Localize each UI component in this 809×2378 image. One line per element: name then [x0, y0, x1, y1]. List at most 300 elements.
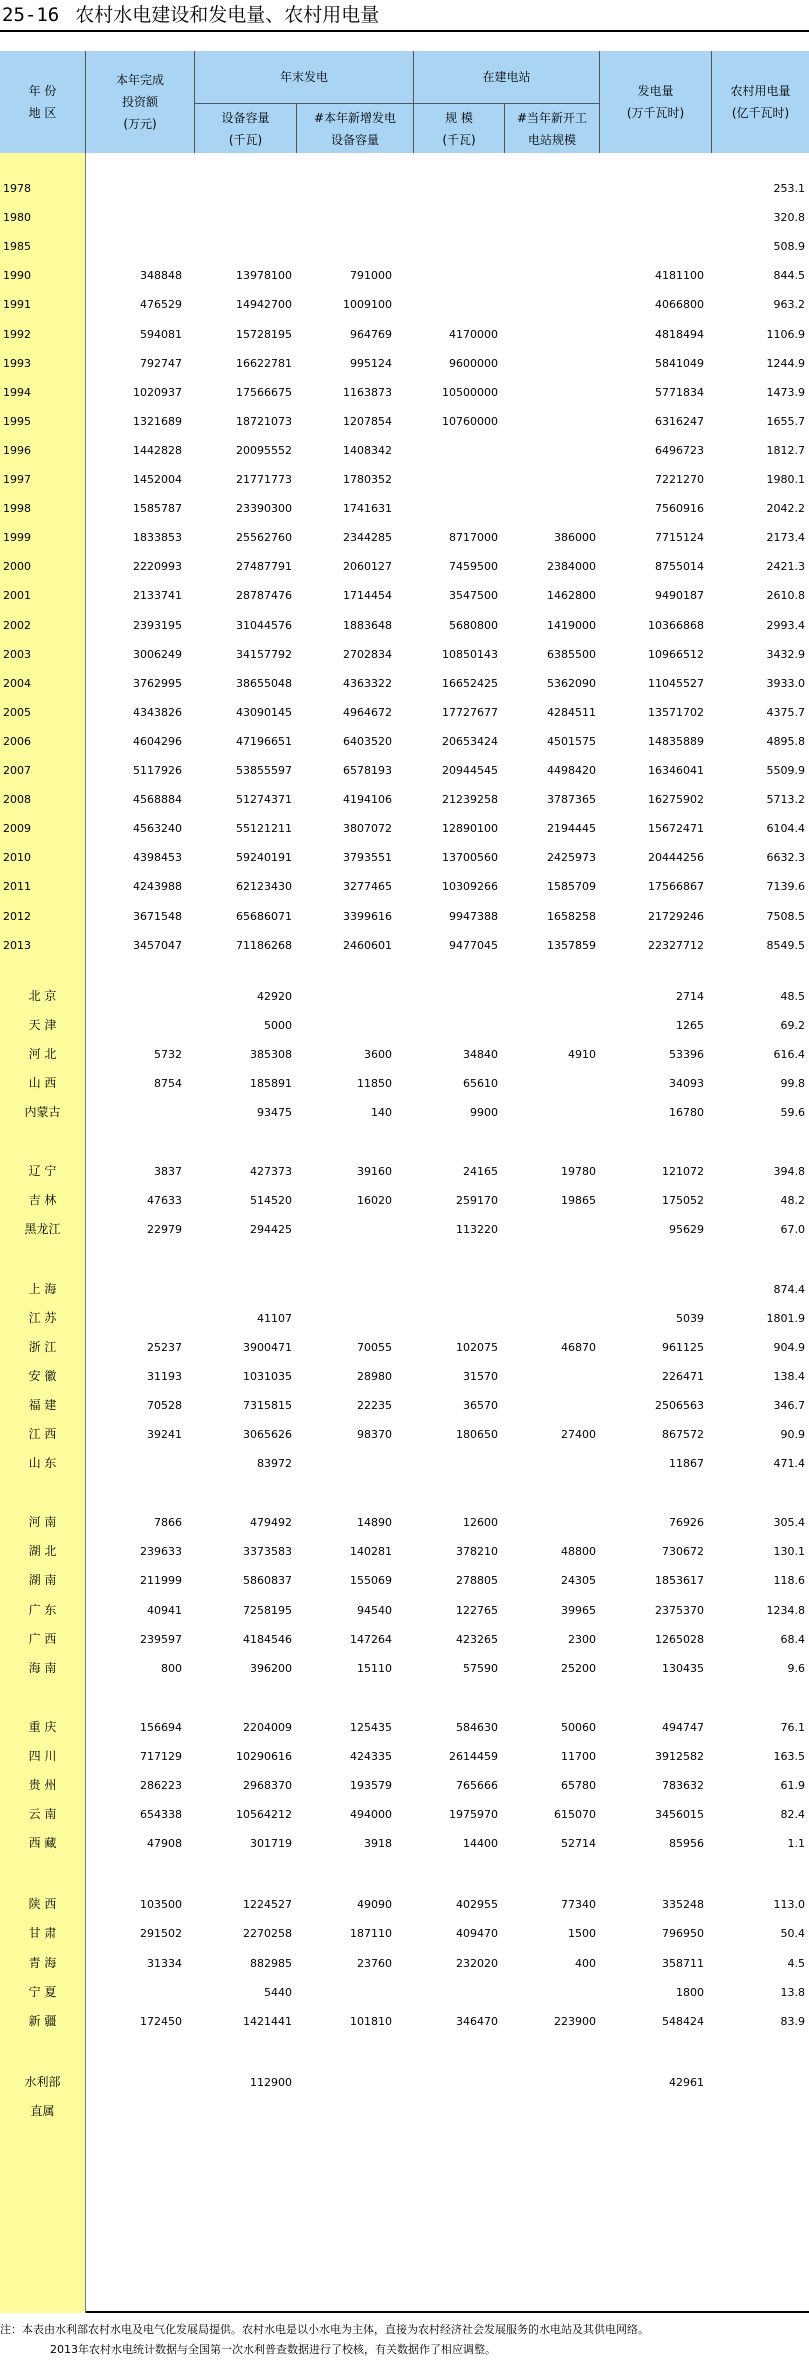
table-cell: 4284511 [547, 705, 596, 719]
row-label: 2013 [3, 938, 31, 952]
table-cell: 730672 [662, 1545, 704, 1559]
table-row [0, 2097, 809, 2126]
footnote [0, 2320, 809, 2360]
row-label: 1985 [3, 240, 31, 254]
table-cell: 53855597 [236, 764, 292, 777]
table-cell: 10290616 [236, 1749, 292, 1763]
table-cell: 301719 [250, 1837, 292, 1851]
header-investment-l1: 本年完成 [115, 73, 164, 87]
table-cell: 335248 [662, 1898, 704, 1912]
table-cell: 1020937 [133, 385, 182, 399]
table-cell: 348848 [140, 269, 182, 283]
table-row [0, 611, 809, 640]
row-label: 天 津 [28, 1017, 57, 1032]
table-cell: 71186268 [236, 938, 292, 952]
row-label: 2005 [3, 705, 31, 719]
table-cell: 4243988 [133, 880, 182, 894]
table-cell: 62123430 [236, 880, 292, 894]
table-cell: 85956 [669, 1837, 704, 1851]
table-cell: 2042.2 [766, 502, 805, 516]
table-cell: 6632.3 [766, 851, 805, 865]
table-cell: 83972 [257, 1457, 292, 1471]
row-label: 2011 [3, 880, 31, 894]
table-cell: 5841049 [655, 356, 704, 370]
table-cell: 2060127 [343, 560, 392, 574]
table-row [0, 203, 809, 232]
table-cell: 514520 [250, 1194, 292, 1208]
table-cell: 3456015 [655, 1808, 704, 1822]
table-row [0, 1333, 809, 1362]
table-cell: 22235 [357, 1398, 392, 1412]
table-cell: 4181100 [655, 269, 704, 283]
table-cell: 1500 [568, 1927, 596, 1941]
table-cell: 4170000 [449, 327, 498, 341]
table-cell: 24165 [463, 1165, 498, 1179]
table-cell: 65780 [561, 1779, 596, 1792]
table-cell: 113220 [456, 1223, 498, 1237]
row-label: 2007 [3, 764, 31, 777]
table-cell: 156694 [140, 1720, 182, 1734]
table-cell: 424335 [350, 1749, 392, 1763]
table-cell: 3900471 [243, 1340, 292, 1354]
table-row [0, 552, 809, 581]
table-cell: 10309266 [442, 880, 498, 894]
table-cell: 39965 [561, 1603, 596, 1617]
table-cell: 43090145 [236, 705, 292, 719]
table-row [0, 523, 809, 552]
table-cell: 34840 [463, 1047, 498, 1061]
table-cell: 5117926 [133, 764, 182, 777]
table-cell: 1473.9 [766, 385, 805, 399]
table-cell: 792747 [140, 356, 182, 370]
table-cell: 1163873 [343, 385, 392, 399]
table-cell: 23390300 [236, 502, 292, 516]
table-row [0, 1713, 809, 1742]
table-cell: 47196651 [236, 734, 292, 748]
table-row [0, 261, 809, 290]
row-label: 贵 州 [28, 1778, 57, 1792]
table-row [0, 1625, 809, 1654]
table-cell: 1800 [676, 1985, 704, 1999]
table-cell: 13.8 [780, 1985, 805, 1999]
footnote-line-1: 注：本表由水利部农村水电及电气化发展局提供。农村水电是以小水电为主体，直接为农村经济社会发展服务的水电站及其供电网络。 [0, 2323, 649, 2336]
table-cell: 3065626 [243, 1428, 292, 1441]
table-cell: 2421.3 [766, 560, 805, 574]
table-cell: 874.4 [773, 1282, 805, 1296]
table-cell: 1975970 [449, 1808, 498, 1822]
table-cell: 9947388 [449, 909, 498, 923]
table-cell: 346470 [456, 2014, 498, 2028]
table-cell: 2614459 [449, 1749, 498, 1763]
table-cell: 253.1 [773, 182, 805, 195]
table-row [0, 1420, 809, 1449]
table-row [0, 2068, 809, 2097]
header-new-capacity-l2: 设备容量 [330, 132, 379, 147]
table-cell: 1801.9 [766, 1311, 805, 1325]
table-cell: 3600 [364, 1047, 392, 1061]
table-cell: 5680800 [449, 618, 498, 632]
table-row [0, 1537, 809, 1566]
table-cell: 494747 [662, 1720, 704, 1734]
table-row [0, 872, 809, 901]
table-cell: 1234.8 [766, 1603, 805, 1617]
row-label: 河 北 [28, 1046, 57, 1061]
row-label: 2009 [3, 822, 31, 836]
page-title [2, 0, 379, 30]
table-cell: 1833853 [133, 531, 182, 545]
table-cell: 1462800 [547, 589, 596, 603]
table-cell: 46870 [561, 1340, 596, 1354]
table-cell: 9.6 [787, 1661, 805, 1675]
table-cell: 7258195 [243, 1603, 292, 1617]
table-cell: 31334 [147, 1956, 182, 1970]
table-cell: 17566675 [236, 385, 292, 399]
table-cell: 2968370 [243, 1779, 292, 1792]
table-cell: 8755014 [655, 560, 704, 574]
row-label: 1994 [3, 385, 31, 399]
table-cell: 15672471 [648, 822, 704, 836]
table-cell: 16275902 [648, 793, 704, 807]
table-cell: 34157792 [236, 647, 292, 661]
table-cell: 1658258 [547, 909, 596, 923]
table-cell: 93475 [257, 1106, 292, 1120]
table-cell: 82.4 [780, 1808, 805, 1822]
table-cell: 346.7 [773, 1398, 805, 1412]
table-cell: 394.8 [773, 1165, 805, 1179]
row-label: 1978 [3, 182, 31, 195]
table-cell: 1265 [676, 1018, 704, 1032]
row-label: 2012 [3, 909, 31, 923]
table-cell: 4895.8 [766, 734, 805, 748]
table-cell: 4568884 [133, 793, 182, 807]
table-cell: 147264 [350, 1632, 392, 1646]
table-cell: 882985 [250, 1956, 292, 1970]
row-label: 1995 [3, 414, 31, 428]
table-cell: 1408342 [343, 443, 392, 457]
table-cell: 180650 [456, 1428, 498, 1441]
table-cell: 3787365 [547, 793, 596, 807]
header-stub-year: 年 份 [28, 84, 57, 98]
table-cell: 5771834 [655, 385, 704, 399]
table-cell: 4343826 [133, 705, 182, 719]
table-cell: 59.6 [780, 1106, 805, 1120]
table-cell: 51274371 [236, 793, 292, 807]
table-cell: 12600 [463, 1516, 498, 1530]
table-cell: 4363322 [343, 676, 392, 690]
table-cell: 1321689 [133, 414, 182, 428]
table-cell: 31570 [463, 1369, 498, 1383]
table-cell: 83.9 [780, 2014, 805, 2028]
table-cell: 239597 [140, 1632, 182, 1646]
row-label: 西 藏 [28, 1836, 57, 1851]
table-cell: 305.4 [773, 1516, 805, 1530]
table-row [0, 698, 809, 727]
table-row [0, 581, 809, 610]
table-cell: 17727677 [442, 705, 498, 719]
table-row [0, 1011, 809, 1040]
table-cell: 765666 [456, 1779, 498, 1792]
table-row [0, 1449, 809, 1478]
row-label: 2003 [3, 647, 31, 661]
table-cell: 1224527 [243, 1898, 292, 1912]
row-label: 吉 林 [28, 1193, 57, 1208]
table-cell: 10760000 [442, 414, 498, 428]
table-cell: 1009100 [343, 298, 392, 312]
table-row [0, 1040, 809, 1069]
table-cell: 101810 [350, 2014, 392, 2028]
table-row [0, 1829, 809, 1858]
table-cell: 358711 [662, 1956, 704, 1970]
table-cell: 20944545 [442, 764, 498, 777]
table-row [0, 1654, 809, 1683]
table-cell: 7459500 [449, 560, 498, 574]
table-cell: 175052 [662, 1194, 704, 1208]
table-cell: 2393195 [133, 618, 182, 632]
table-cell: 24305 [561, 1574, 596, 1588]
table-cell: 961125 [662, 1340, 704, 1354]
row-label: 1993 [3, 356, 31, 370]
table-cell: 2714 [676, 989, 704, 1003]
table-cell: 4964672 [343, 705, 392, 719]
table-cell: 2194445 [547, 822, 596, 836]
table-cell: 15110 [357, 1661, 392, 1675]
table-cell: 76926 [669, 1516, 704, 1530]
row-label: 直属 [30, 2103, 55, 2118]
table-row [0, 174, 809, 203]
table-cell: 2300 [568, 1632, 596, 1646]
table-cell: 118.6 [773, 1574, 805, 1588]
table-cell: 796950 [662, 1927, 704, 1941]
table-cell: 2220993 [133, 560, 182, 574]
table-cell: 70528 [147, 1398, 182, 1412]
table-cell: 378210 [456, 1545, 498, 1559]
table-cell: 13700560 [442, 851, 498, 865]
table-cell: 4563240 [133, 822, 182, 836]
table-cell: 594081 [140, 327, 182, 341]
table-cell: 211999 [140, 1574, 182, 1588]
table-cell: 964769 [350, 327, 392, 341]
table-cell: 9900 [470, 1106, 498, 1120]
table-cell: 616.4 [773, 1047, 805, 1061]
table-cell: 6385500 [547, 647, 596, 661]
table-row [0, 1949, 809, 1978]
table-cell: 48.2 [780, 1194, 805, 1208]
header-new-capacity-l1: #本年新增发电 [313, 110, 397, 125]
row-label: 1996 [3, 443, 31, 457]
table-cell: 16020 [357, 1194, 392, 1208]
table-cell: 31044576 [236, 618, 292, 632]
table-cell: 494000 [350, 1808, 392, 1822]
row-label: 福 建 [28, 1397, 57, 1412]
row-label: 广 东 [28, 1602, 57, 1617]
table-cell: 39160 [357, 1165, 392, 1179]
table-row [0, 494, 809, 523]
table-cell: 52714 [561, 1837, 596, 1851]
table-cell: 1980.1 [766, 473, 805, 486]
table-cell: 6578193 [343, 764, 392, 777]
table-cell: 20444256 [648, 851, 704, 865]
table-cell: 12890100 [442, 822, 498, 836]
table-cell: 55121211 [236, 822, 292, 836]
table-cell: 1853617 [655, 1574, 704, 1588]
table-cell: 1585709 [547, 880, 596, 894]
table-cell: 20653424 [442, 734, 498, 748]
table-cell: 3807072 [343, 822, 392, 836]
table-cell: 5440 [264, 1985, 292, 1999]
table-cell: 4910 [568, 1047, 596, 1061]
table-cell: 1265028 [655, 1632, 704, 1646]
table-row [0, 1890, 809, 1919]
table-cell: 232020 [456, 1956, 498, 1970]
table-cell: 185891 [250, 1077, 292, 1090]
table-cell: 294425 [250, 1223, 292, 1237]
table-row [0, 290, 809, 319]
table-cell: 3432.9 [766, 647, 805, 661]
table-row [0, 1069, 809, 1098]
table-cell: 4498420 [547, 764, 596, 777]
row-label: 安 徽 [28, 1368, 57, 1383]
row-label: 甘 肃 [28, 1926, 57, 1941]
table-cell: 39241 [147, 1428, 182, 1441]
table-cell: 1452004 [133, 473, 182, 486]
table-cell: 548424 [662, 2014, 704, 2028]
table-cell: 163.5 [773, 1749, 805, 1763]
row-label: 云 南 [28, 1807, 57, 1822]
table-cell: 2133741 [133, 589, 182, 603]
row-label: 山 东 [28, 1456, 57, 1471]
table-cell: 14400 [463, 1837, 498, 1851]
table-cell: 402955 [456, 1898, 498, 1912]
row-label: 山 西 [28, 1076, 57, 1090]
table-cell: 187110 [350, 1927, 392, 1941]
row-label: 2002 [3, 618, 31, 632]
table-cell: 4066800 [655, 298, 704, 312]
table-cell: 3918 [364, 1837, 392, 1851]
table-cell: 68.4 [780, 1632, 805, 1646]
row-label: 重 庆 [28, 1719, 57, 1734]
row-label: 浙 江 [28, 1339, 57, 1354]
table-cell: 2425973 [547, 851, 596, 865]
table-cell: 65686071 [236, 909, 292, 923]
table-cell: 99.8 [780, 1077, 805, 1090]
header-rural-consumption-l2: (亿千瓦时) [731, 106, 790, 120]
table-row [0, 465, 809, 494]
table-cell: 41107 [257, 1311, 292, 1325]
table-cell: 1655.7 [766, 414, 805, 428]
table-cell: 10500000 [442, 385, 498, 399]
table-cell: 1421441 [243, 2014, 292, 2028]
table-cell: 963.2 [773, 298, 805, 312]
table-cell: 28787476 [236, 589, 292, 603]
table-row [0, 1304, 809, 1333]
table-cell: 50060 [561, 1720, 596, 1734]
row-label: 水利部 [24, 2074, 61, 2089]
table-cell: 259170 [456, 1194, 498, 1208]
table-row [0, 931, 809, 960]
table-row [0, 378, 809, 407]
table-cell: 844.5 [773, 269, 805, 283]
table-cell: 3793551 [343, 851, 392, 865]
row-label: 辽 宁 [28, 1164, 57, 1179]
table-row [0, 727, 809, 756]
table-row [0, 640, 809, 669]
table-cell: 4.5 [787, 1956, 805, 1970]
table-cell: 13978100 [236, 269, 292, 283]
table-row [0, 1566, 809, 1595]
table-cell: 3399616 [343, 909, 392, 923]
table-cell: 14942700 [236, 298, 292, 312]
table-row [0, 1275, 809, 1304]
table-cell: 1244.9 [766, 356, 805, 370]
header-generation-l1: 发电量 [637, 84, 674, 98]
table-cell: 57590 [463, 1661, 498, 1675]
row-label: 1992 [3, 327, 31, 341]
table-cell: 61.9 [780, 1779, 805, 1792]
table-cell: 396200 [250, 1661, 292, 1675]
table-cell: 67.0 [780, 1223, 805, 1237]
row-label: 2006 [3, 734, 31, 748]
row-label: 内蒙古 [24, 1105, 61, 1120]
table-cell: 423265 [456, 1632, 498, 1646]
table-cell: 11867 [669, 1457, 704, 1471]
table-cell: 140 [371, 1106, 392, 1120]
table-cell: 11045527 [648, 676, 704, 690]
table-cell: 130.1 [773, 1545, 805, 1559]
table-cell: 1585787 [133, 502, 182, 516]
table-cell: 6496723 [655, 443, 704, 457]
row-label: 青 海 [28, 1955, 57, 1970]
table-row [0, 407, 809, 436]
table-cell: 1357859 [547, 938, 596, 952]
table-cell: 31193 [147, 1369, 182, 1383]
table-cell: 4184546 [243, 1632, 292, 1646]
table-cell: 3373583 [243, 1545, 292, 1559]
table-cell: 42961 [669, 2075, 704, 2089]
header-investment-l2: 投资额 [121, 95, 158, 109]
table-cell: 3762995 [133, 676, 182, 690]
table-row [0, 320, 809, 349]
table-row [0, 1800, 809, 1829]
table-cell: 95629 [669, 1223, 704, 1237]
table-cell: 400 [575, 1956, 596, 1970]
row-label: 1980 [3, 211, 31, 225]
footnote-line-2: 2013年农村水电统计数据与全国第一次水利普查数据进行了校核，有关数据作了相应调整。 [50, 2343, 496, 2356]
table-cell: 6104.4 [766, 822, 805, 836]
table-cell: 9477045 [449, 938, 498, 952]
table-cell: 4818494 [655, 327, 704, 341]
table-title: 农村水电建设和发电量、农村用电量 [75, 4, 380, 26]
table-cell: 783632 [662, 1779, 704, 1792]
table-cell: 90.9 [780, 1428, 805, 1441]
table-cell: 239633 [140, 1545, 182, 1559]
table-row [0, 902, 809, 931]
table-cell: 59240191 [236, 851, 292, 865]
table-cell: 130435 [662, 1661, 704, 1675]
table-cell: 867572 [662, 1428, 704, 1441]
table-cell: 21729246 [648, 909, 704, 923]
table-cell: 3277465 [343, 880, 392, 894]
row-label: 河 南 [28, 1515, 57, 1530]
row-label: 江 西 [28, 1427, 57, 1441]
table-cell: 2375370 [655, 1603, 704, 1617]
table-cell: 3457047 [133, 938, 182, 952]
header-construction-group-label: 在建电站 [482, 70, 531, 84]
table-cell: 7315815 [243, 1398, 292, 1412]
table-cell: 4501575 [547, 734, 596, 748]
table-cell: 48.5 [780, 989, 805, 1003]
table-row [0, 1596, 809, 1625]
table-row [0, 1362, 809, 1391]
